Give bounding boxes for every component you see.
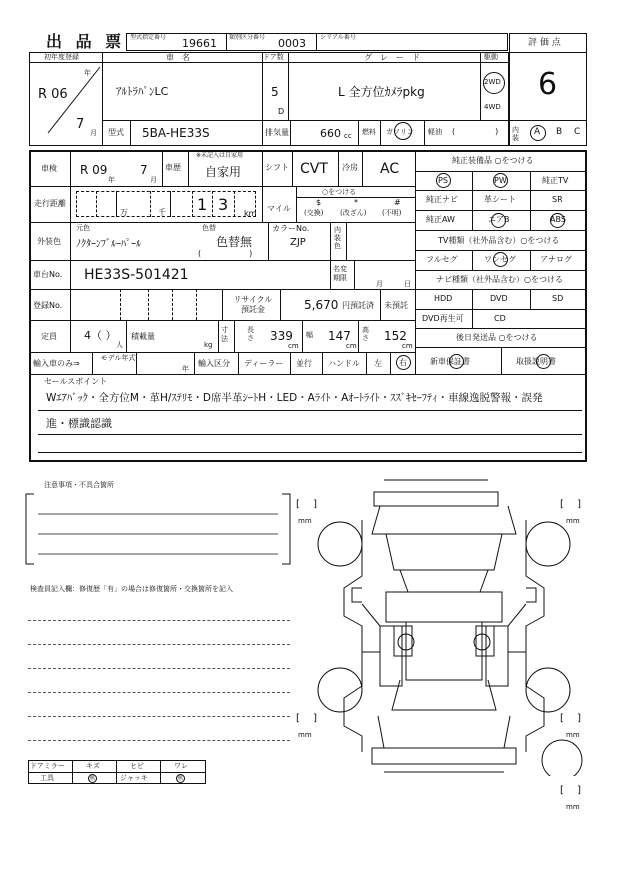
width-value: 147	[328, 329, 351, 343]
odometer-boxes	[76, 191, 256, 217]
year-unit: 年	[84, 69, 91, 77]
equip-airbag: エアB	[488, 215, 510, 224]
shaken-month: 7	[140, 163, 148, 177]
nav-title: ナビ種類（社外品含む）○をつける	[436, 275, 563, 284]
length-value: 339	[270, 329, 293, 343]
sales-label: セールスポイント	[44, 377, 108, 386]
mm-rl: mm	[298, 731, 312, 739]
door-type: D	[278, 107, 285, 116]
fuel-gas: ガソリン	[386, 128, 414, 136]
teiin-label: 定員	[41, 332, 57, 341]
fuel-diesel: 軽油	[428, 128, 442, 136]
koukan-symbol: $	[316, 198, 322, 207]
legend-jack: ジャッキ	[120, 774, 148, 782]
grade-label: グ レ ー ド	[364, 53, 420, 62]
car-diagram-icon	[296, 476, 592, 776]
door-count: 5	[271, 85, 279, 99]
nav-dvd-play: DVD再生可	[422, 314, 464, 323]
heiko-label: 並行	[296, 359, 312, 368]
drive-4wd: 4WD	[484, 103, 501, 111]
tire-bracket-rl: [ ]	[296, 713, 317, 724]
mm-spare: mm	[566, 803, 580, 811]
car-name: ｱﾙﾄﾗﾊﾟﾝLC	[116, 85, 169, 98]
kata-value: 19661	[182, 37, 217, 50]
equip-abs: ABS	[550, 215, 566, 224]
mm-rr: mm	[566, 731, 580, 739]
equip-title: 純正装備品 ○をつける	[452, 156, 534, 165]
kensa-label: 検査員記入欄：修復歴「有」の場合は修復箇所・交換箇所を記入	[30, 585, 233, 593]
shift-label: シフト	[265, 163, 289, 172]
meigi-label: 名変期限	[333, 265, 347, 282]
sales-line2: 進・標識認識	[46, 417, 112, 430]
color-no-label: カラーNo.	[272, 224, 310, 233]
nav-sd: SD	[552, 294, 564, 303]
chui-label: 注意事項・不具合箇所	[44, 481, 114, 489]
kg-unit: kg	[204, 341, 213, 349]
model-unit: 年	[182, 365, 189, 373]
era-value: R 06	[38, 87, 68, 102]
legend-door-mirror: ドアミラー	[30, 762, 65, 770]
shonendo-label: 初年度登録	[44, 53, 79, 61]
tire-bracket-rr: [ ]	[560, 713, 581, 724]
width-cm: cm	[346, 342, 357, 350]
atookuri-hosho: 新車保証書	[430, 357, 470, 366]
recycle-unit: 円預託済	[342, 301, 374, 310]
ruibetsu-value: 0003	[278, 37, 306, 50]
naiso-a: A	[534, 127, 541, 137]
tire-bracket-fr: [ ]	[560, 499, 581, 510]
mm-fr: mm	[566, 517, 580, 525]
kaizan-label: (改ざん)	[340, 209, 367, 217]
legend-kougu: 工具	[40, 774, 54, 782]
meigi-day: 日	[404, 280, 411, 288]
tv-analog: アナログ	[540, 255, 572, 264]
height-value: 152	[384, 329, 407, 343]
sekisai-label: 積載量	[131, 332, 155, 341]
grade-value: L 全方位ｶﾒﾗpkg	[338, 85, 425, 99]
tire-bracket-fl: [ ]	[296, 499, 317, 510]
meigi-month: 月	[376, 280, 383, 288]
legend-kizu: キズ	[86, 762, 100, 770]
shaken-year: 年	[108, 176, 115, 184]
soko-digit1: 1	[197, 195, 208, 214]
maru-note: ○をつける	[322, 188, 357, 196]
shadai-value: HE33S-501421	[84, 267, 189, 283]
teiin-unit: 人	[116, 341, 123, 349]
recycle-value: 5,670	[304, 298, 339, 312]
width-label: 幅	[306, 331, 313, 339]
teiin-value: 4（ ）	[84, 329, 117, 342]
serial-label: シリアル番号	[320, 34, 356, 41]
score-label: 評 価 点	[528, 38, 561, 48]
naiso-b: B	[556, 127, 563, 137]
naisoshoku-label: 内装色	[334, 226, 341, 250]
iroban-paren: ( )	[198, 249, 253, 258]
shift-value: CVT	[300, 161, 328, 177]
legend-ware: ワレ	[174, 762, 188, 770]
page-title: 出 品 票	[46, 32, 126, 51]
naiso-c: C	[574, 127, 581, 137]
kaizan-symbol: *	[354, 198, 358, 207]
soko-digit2: 3	[218, 195, 229, 214]
fumei-symbol: #	[394, 198, 401, 207]
tire-bracket-spare: [ ]	[560, 785, 581, 796]
shadai-label: 車台No.	[33, 270, 63, 279]
mm-fl: mm	[298, 517, 312, 525]
nav-cd: CD	[494, 314, 506, 323]
nav-dvd: DVD	[490, 294, 508, 303]
kata-label: 型式指定番号	[130, 34, 167, 41]
equip-tv: 純正TV	[542, 176, 569, 185]
displacement-label: 排気量	[265, 128, 289, 137]
model-label: モデル年式	[100, 354, 136, 362]
dealer-label: ディーラー	[244, 359, 284, 368]
gaisou-label: 外装色	[37, 237, 61, 246]
man-unit: 万	[120, 208, 128, 217]
katashiki-value: 5BA-HE33S	[142, 126, 210, 140]
shaken-month-unit: 月	[150, 176, 157, 184]
sen-unit: 千	[158, 208, 166, 217]
height-label: 高さ	[362, 326, 369, 342]
legend-kougu-mark: 無	[89, 775, 96, 782]
shamei-label: 車 名	[166, 53, 190, 62]
mile-label: マイル	[267, 204, 291, 213]
katashiki-label: 型式	[108, 128, 124, 137]
reibo-value: AC	[380, 161, 400, 177]
month-unit: 月	[90, 129, 97, 137]
hidari-label: 左	[374, 359, 382, 368]
kudo-label: 駆動	[484, 53, 498, 61]
fuel-label: 燃料	[362, 128, 376, 136]
score-value: 6	[538, 67, 558, 102]
equip-pw: PW	[494, 176, 507, 185]
recycle-label: リサイクル預託金	[233, 295, 273, 314]
motoiro-value: ﾉｸﾀｰﾝﾌﾞﾙｰﾊﾟｰﾙ	[76, 239, 141, 250]
sales-line1: Wｴｱﾊﾞｯｸ・全方位M・革H/ｽﾃﾘﾓ・D席半革ｼｰﾄH・LED・Aﾗｲﾄ・Aｵｰﾄﾗｲﾄ・ｽｽﾞｷｾｰﾌﾃｨ・車線逸脱警報・誤発	[46, 392, 543, 404]
shareki-value: 自家用	[205, 165, 242, 179]
koukan-label: (交換)	[304, 209, 324, 217]
cc-unit: cc	[344, 132, 352, 140]
sunpo-label: 寸法	[221, 326, 228, 343]
iroban-label: 色替	[202, 224, 216, 232]
drive-2wd: 2WD	[484, 78, 501, 86]
color-no-value: ZJP	[290, 237, 306, 248]
equip-ps: PS	[438, 176, 448, 185]
door-label: ドア数	[263, 53, 284, 61]
naiso-label: 内装	[512, 126, 519, 142]
equip-aw: 純正AW	[426, 215, 455, 224]
shaken-era: R 09	[80, 163, 108, 177]
equip-navi: 純正ナビ	[426, 195, 458, 204]
mitaku-label: 未預託	[384, 301, 408, 310]
fumei-label: (不明)	[382, 209, 402, 217]
shaken-label: 車検	[41, 164, 57, 173]
motoiro-label: 元色	[76, 224, 90, 232]
tv-fullseg: フルセグ	[426, 255, 458, 264]
tv-oneseg: ワンセグ	[484, 255, 516, 264]
yunyu-label: 輸入車のみ⇒	[33, 359, 80, 368]
toroku-label: 登録No.	[33, 301, 63, 310]
month-value: 7	[76, 117, 85, 132]
legend-jack-mark: 無	[177, 775, 184, 782]
shareki-note: ※未記入は自家用	[196, 152, 244, 159]
migi-label: 右	[399, 358, 407, 367]
equip-leather: 革シート	[484, 195, 516, 204]
length-label: 長さ	[247, 326, 254, 342]
legend-hibi: ヒビ	[130, 762, 144, 770]
height-cm: cm	[402, 342, 413, 350]
chui-bracket	[24, 486, 294, 568]
ruibetsu-label: 類別区分番号	[229, 34, 266, 41]
displacement-value: 660	[320, 127, 341, 140]
iroban-value: 色替無	[216, 235, 253, 249]
handle-label: ハンドル	[328, 359, 360, 368]
yunyu-kubun-label: 輸入区分	[198, 359, 230, 368]
km-unit: km	[244, 209, 257, 218]
reibo-label: 冷房	[342, 163, 358, 172]
atookuri-title: 後日発送品 ○をつける	[456, 333, 538, 342]
tv-title: TV種類（社外品含む）○をつける	[438, 236, 560, 245]
nav-hdd: HDD	[434, 294, 453, 303]
shareki-label: 車歴	[165, 163, 181, 172]
length-cm: cm	[288, 342, 299, 350]
soko-label: 走行距離	[34, 199, 66, 208]
fuel-circle-icon	[394, 122, 412, 140]
atookuri-manual: 取扱説明書	[516, 357, 556, 366]
equip-sr: SR	[552, 195, 563, 204]
